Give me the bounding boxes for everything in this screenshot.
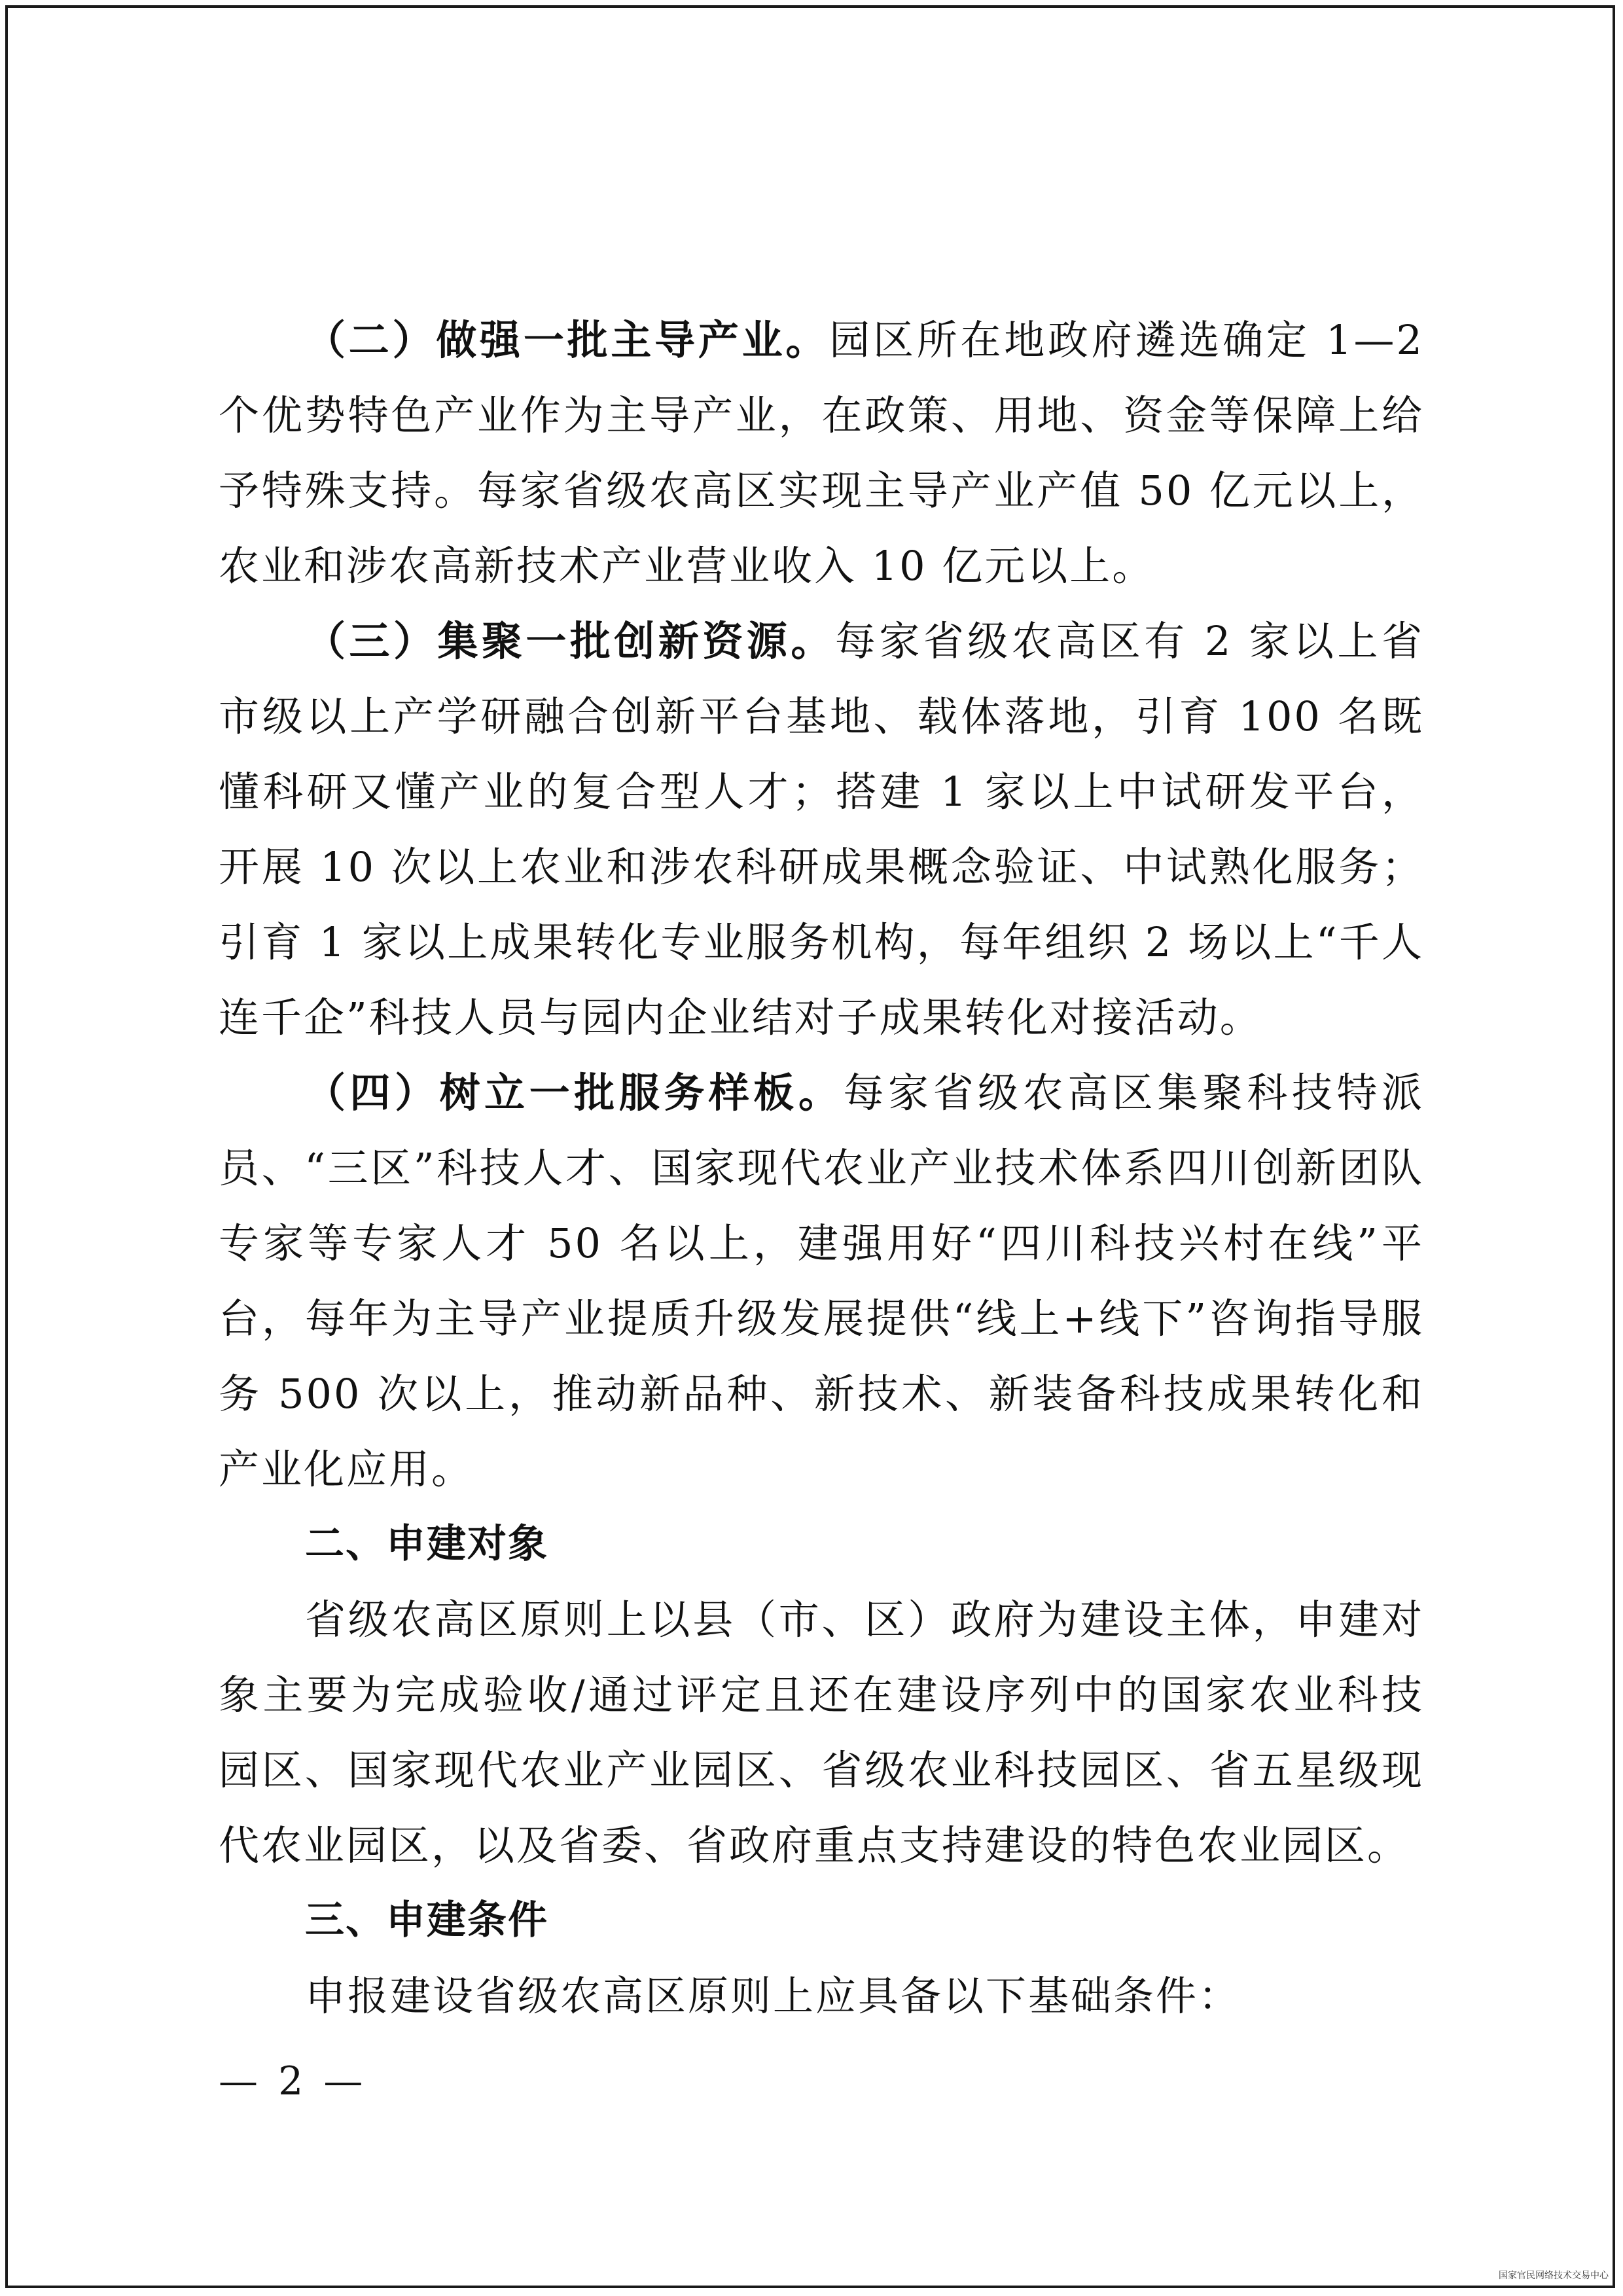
paragraph-applicants: 省级农高区原则上以县（市、区）政府为建设主体，申建对象主要为完成验收/通过评定且还在建设序列中的国家农业科技园区、国家现代农业产业园区、省级农业科技园区、省五星级现代农业园区，以及省委、省政府重点支持建设的特色农业园区。 (219, 1596, 1424, 1869)
document-body (219, 302, 1424, 2034)
paragraph-conditions: 申报建设省级农高区原则上应具备以下基础条件： (305, 1972, 1241, 2020)
section-heading-applicants: 二、申建对象 (305, 1521, 548, 1567)
section-heading-conditions: 三、申建条件 (305, 1897, 548, 1943)
watermark-text: 国家官民网络技术交易中心 (1499, 2270, 1609, 2281)
paragraph-service-models (219, 1055, 1424, 1507)
paragraph-innovation-resources (219, 603, 1424, 1055)
page-number: — 2 — (219, 2058, 367, 2104)
paragraph-text: 每家省级农高区集聚科技特派员、“三区”科技人才、国家现代农业产业技术体系四川创新团队专家等专家人才 50 名以上，建强用好“四川科技兴村在线”平台，每年为主导产业提质升级发展提供“线上+线下”咨询指导服务 500 次以上，推动新品种、新技术、新装备科技成果转化和产业化应用。 (219, 1069, 1424, 1493)
paragraph-lead: （三）集聚一批创新资源。 (305, 617, 835, 665)
paragraph-text: 每家省级农高区有 2 家以上省市级以上产学研融合创新平台基地、载体落地，引育 100 名既懂科研又懂产业的复合型人才；搭建 1 家以上中试研发平台，开展 10 次以上农业和涉农科研成果概念验证、中试熟化服务；引育 1 家以上成果转化专业服务机构，每年组织 2 场以上“千人连千企”科技人员与园内企业结对子成果转化对接活动。 (219, 617, 1424, 1041)
paragraph-leading-industries (219, 302, 1424, 603)
paragraph-lead: （四）树立一批服务样板。 (305, 1069, 844, 1117)
paragraph-lead: （二）做强一批主导产业。 (305, 316, 830, 364)
paragraph-text: 园区所在地政府遴选确定 1—2 个优势特色产业作为主导产业，在政策、用地、资金等保障上给予特殊支持。每家省级农高区实现主导产业产值 50 亿元以上，农业和涉农高新技术产业营业收入 10 亿元以上。 (219, 316, 1424, 590)
